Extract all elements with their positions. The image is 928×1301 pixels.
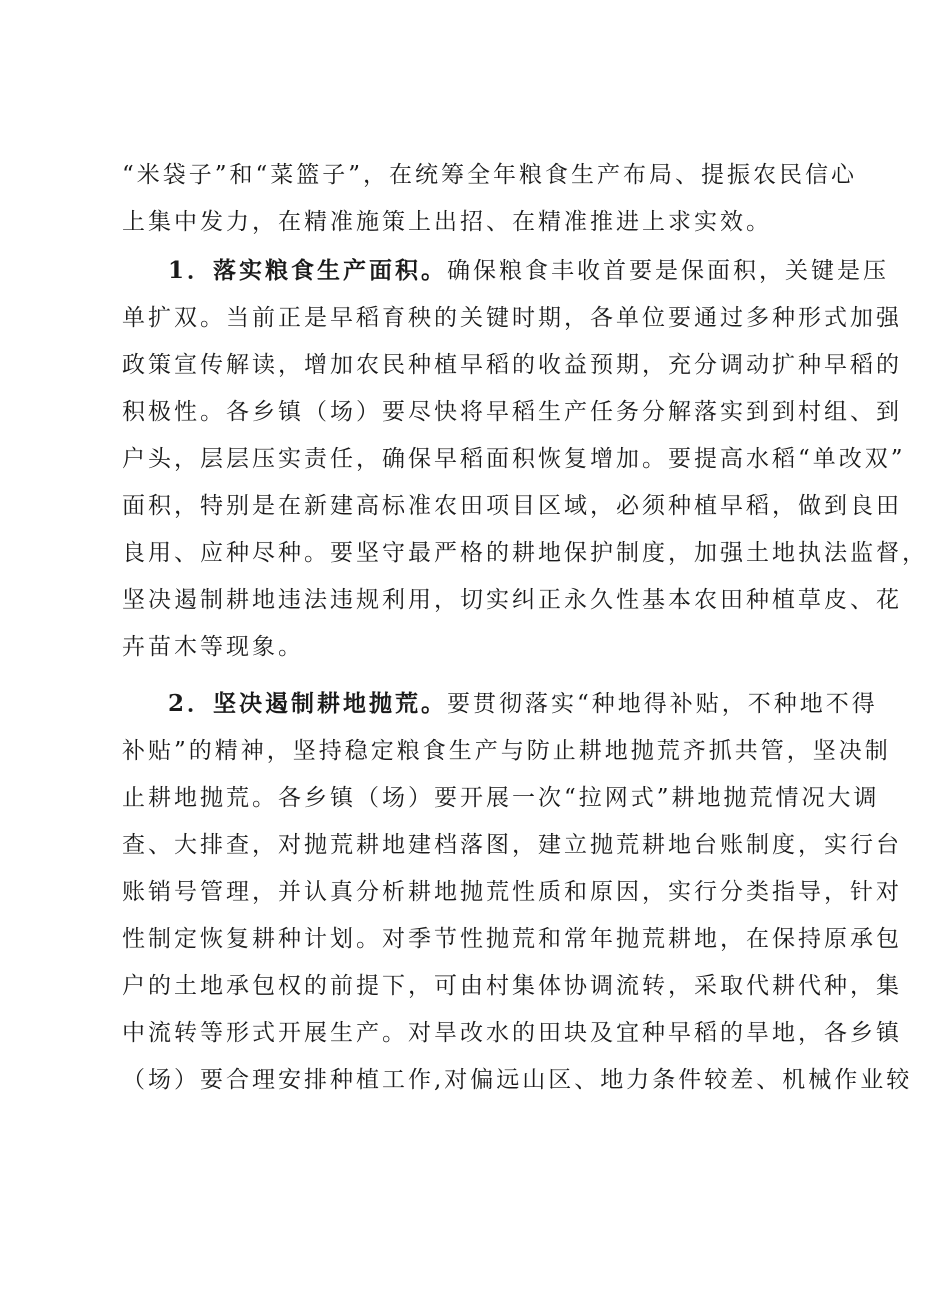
- section2-first-line-text: 要贯彻落实“种地得补贴，不种地不得: [447, 691, 878, 717]
- section2-line: 户的土地承包权的前提下，可由村集体协调流转，采取代耕代种，集: [122, 973, 902, 999]
- intro-line-1: “米袋子”和“菜篮子”，在统筹全年粮食生产布局、提振农民信心: [122, 162, 858, 188]
- section2-line: 中流转等形式开展生产。对旱改水的田块及宜种早稻的旱地，各乡镇: [122, 1020, 902, 1046]
- section2-line: 止耕地抛荒。各乡镇（场）要开展一次“拉网式”耕地抛荒情况大调: [122, 785, 880, 811]
- section1-line: 面积，特别是在新建高标准农田项目区域，必须种植早稻，做到良田: [122, 493, 902, 519]
- section1-line: 卉苗木等现象。: [122, 634, 304, 660]
- section1-first-line: [168, 251, 890, 291]
- section2-heading: 2．坚决遏制耕地抛荒。: [168, 690, 448, 717]
- section2-line: 性制定恢复耕种计划。对季节性抛荒和常年抛荒耕地，在保持原承包: [122, 926, 902, 952]
- section1-first-line-text: 确保粮食丰收首要是保面积，关键是压: [447, 258, 890, 284]
- intro-line-2: 上集中发力，在精准施策上出招、在精准推进上求实效。: [122, 209, 772, 235]
- section1-line: 户头，层层压实责任，确保早稻面积恢复增加。要提高水稻“单改双”: [122, 446, 906, 472]
- section1-line: 良用、应种尽种。要坚守最严格的耕地保护制度，加强土地执法监督，: [122, 540, 928, 566]
- section2-line: 补贴”的精神，坚持稳定粮食生产与防止耕地抛荒齐抓共管，坚决制: [122, 738, 891, 764]
- section1-line: 单扩双。当前正是早稻育秧的关键时期，各单位要通过多种形式加强: [122, 305, 902, 331]
- section2-line: （场）要合理安排种植工作,对偏远山区、地力条件较差、机械作业较: [122, 1067, 913, 1093]
- section2-first-line: [168, 684, 878, 724]
- section1-heading: 1．落实粮食生产面积。: [168, 257, 448, 284]
- section1-line: 坚决遏制耕地违法违规利用，切实纠正永久性基本农田种植草皮、花: [122, 587, 902, 613]
- section1-line: 积极性。各乡镇（场）要尽快将早稻生产任务分解落实到到村组、到: [122, 399, 902, 425]
- section2-line: 账销号管理，并认真分析耕地抛荒性质和原因，实行分类指导，针对: [122, 879, 902, 905]
- section1-line: 政策宣传解读，增加农民种植早稻的收益预期，充分调动扩种早稻的: [122, 352, 902, 378]
- section2-line: 查、大排查，对抛荒耕地建档落图，建立抛荒耕地台账制度，实行台: [122, 832, 902, 858]
